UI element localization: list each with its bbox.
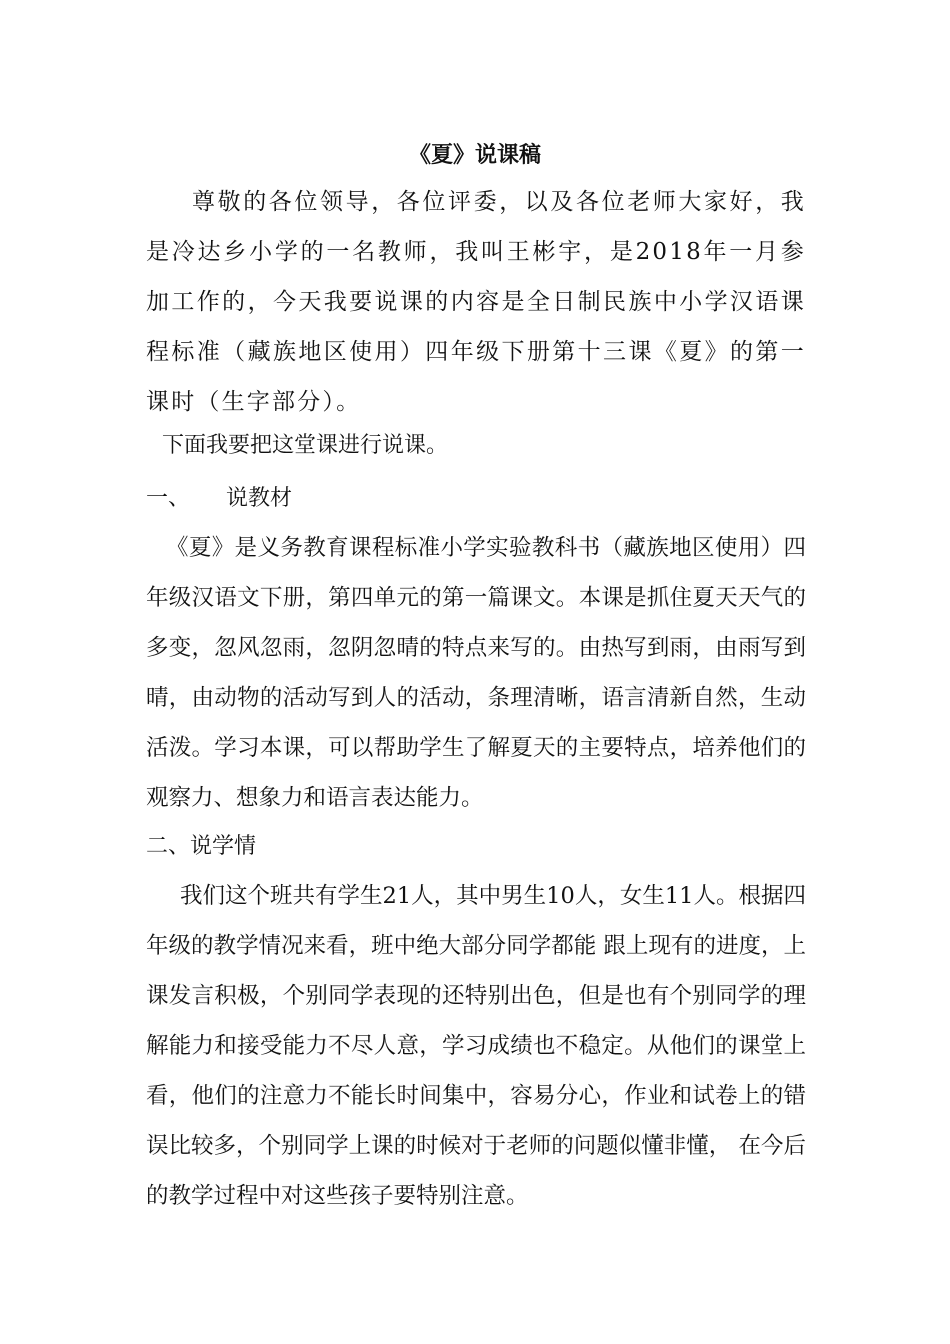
- intro-paragraph: 尊敬的各位领导，各位评委，以及各位老师大家好，我是冷达乡小学的一名教师，我叫王彬宇，是2018年一月参加工作的，今天我要说课的内容是全日制民族中小学汉语课程标准（藏族地区使用）四年级下册第十三课《夏》的第一课时（生字部分）。: [146, 189, 806, 415]
- lead-paragraph: 下面我要把这堂课进行说课。: [162, 433, 449, 458]
- textbook-paragraph: 《夏》是义务教育课程标准小学实验教科书（藏族地区使用）四年级汉语文下册，第四单元的第一篇课文。本课是抓住夏天天气的多变，忽风忽雨，忽阴忽晴的特点来写的。由热写到雨，由雨写到晴，由动物的活动写到人的活动，条理清晰，语言清新自然，生动活泼。学习本课，可以帮助学生了解夏天的主要特点，培养他们的观察力、想象力和语言表达能力。: [146, 535, 806, 811]
- section-title: 说教材: [226, 486, 293, 511]
- students-paragraph: 我们这个班共有学生21人，其中男生10人，女生11人。根据四年级的教学情况来看，班中绝大部分同学都能 跟上现有的进度，上课发言积极，个别同学表现的还特别出色，但是也有个别同学的理解能力和接受能力不尽人意，学习成绩也不稳定。从他们的课堂上看，他们的注意力不能长时间集中，容易分心，作业和试卷上的错误比较多，个别同学上课的时候对于老师的问题似懂非懂， 在今后的教学过程中对这些孩子要特别注意。: [146, 883, 806, 1209]
- section-heading-students: 二、说学情: [146, 834, 257, 859]
- section-number: 一、: [146, 486, 191, 511]
- document-title: 《夏》说课稿: [408, 142, 541, 168]
- section-heading-textbook: [146, 474, 806, 524]
